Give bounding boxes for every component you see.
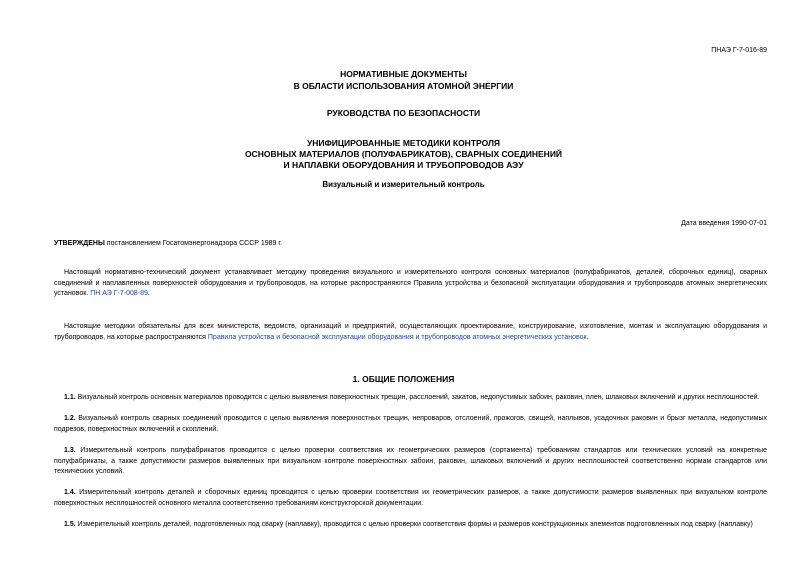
clause-number: 1.3. <box>64 447 76 454</box>
approval-text: постановлением Госатомэнергонадзора СССР 1989 г. <box>104 240 283 247</box>
clause-text: Визуальный контроль сварных соединений проводится с целью выявления поверхностных трещин, непроваров, отслоений, прожогов, свищей, наплывов, усадочных раковин и брызг металла, недопустимых подрезов, поверхностных включений и скоплений. <box>54 415 767 433</box>
approval-note <box>54 240 282 247</box>
section-heading: 1. ОБЩИЕ ПОЛОЖЕНИЯ <box>352 374 455 384</box>
clause-text: Измерительный контроль полуфабрикатов проводится с целью проверки соответствия их геометрических размеров (сортамента) требованиям стандартов или технических условий на конкретные полуфабрикаты, а также допустимости размеров выявленных при визуальном контроле поверхностных забоин, раковин, шлаковых включений и других несплошностей соответственно нормам стандартов или технических условий. <box>54 447 767 475</box>
document-subtitle: Визуальный и измерительный контроль <box>322 180 485 189</box>
intro-text: Настоящий нормативно-технический документ устанавливает методику проведения визуального и измерительного контроля основных материалов (полуфабрикатов, деталей, сборочных единиц), сварных соединений и наплавленных поверхностей оборудования и трубопроводов, на которые распространяются Правила устройства и безопасной эксплуатации оборудования и трубопроводов атомных энергетических установок. <box>54 269 767 297</box>
intro-paragraph-1: Настоящий нормативно-технический документ устанавливает методику проведения визуального и измерительного контроля основных материалов (полуфабрикатов, деталей, сборочных единиц), сварных соединений и наплавленных поверхностей оборудования и трубопроводов, на которые распространяются Правила устройства и безопасной эксплуатации оборудования и трубопроводов атомных энергетических установок. ПН АЭ Г-7-008-89. <box>54 269 767 297</box>
clause-number: 1.1. <box>64 394 76 401</box>
document-code: ПНАЭ Г-7-016-89 <box>711 47 767 54</box>
header-line: НОРМАТИВНЫЕ ДОКУМЕНТЫ <box>340 69 467 79</box>
clause-number: 1.2. <box>64 415 76 422</box>
title-line: И НАПЛАВКИ ОБОРУДОВАНИЯ И ТРУБОПРОВОДОВ АЭУ <box>283 160 524 170</box>
clause <box>54 446 767 478</box>
intro-paragraph-2: Настоящие методики обязательны для всех министерств, ведомств, организаций и предприятий, осуществляющих проектирование, конструирование, изготовление, монтаж и эксплуатацию оборудования и трубопроводов, на которые распространяются Правила устройства и безопасной эксплуатации оборудования и трубопроводов атомных энергетических установок. <box>54 323 767 341</box>
header-line: В ОБЛАСТИ ИСПОЛЬЗОВАНИЯ АТОМНОЙ ЭНЕРГИИ <box>293 81 514 91</box>
document-title <box>0 138 807 171</box>
clause-text: Визуальный контроль основных материалов проводится с целью выявления поверхностных трещин, расслоений, закатов, недопустимых забоин, раковин, плен, шлаковых включений и других несплошностей. <box>75 394 760 401</box>
clause-number: 1.5. <box>64 521 76 528</box>
title-line: УНИФИЦИРОВАННЫЕ МЕТОДИКИ КОНТРОЛЯ <box>306 138 501 148</box>
clause-number: 1.4. <box>64 489 76 496</box>
rules-link[interactable]: Правила устройства и безопасной эксплуатации оборудования и трубопроводов атомных энергетических установок <box>207 333 587 341</box>
approval-label: УТВЕРЖДЕНЫ <box>54 240 105 247</box>
date-introduced: Дата введения 1990-07-01 <box>681 220 767 227</box>
clause <box>54 520 767 531</box>
title-line: ОСНОВНЫХ МАТЕРИАЛОВ (ПОЛУФАБРИКАТОВ), СВАРНЫХ СОЕДИНЕНИЙ <box>244 149 563 159</box>
clause-text: Измерительный контроль деталей и сборочных единиц проводится с целью проверки соответствия их геометрических размеров, а также допустимости размеров выявленных при визуальном контроле поверхностных несплошностей основного металла соответственно требованиям конструкторской документации. <box>54 489 767 507</box>
header-category: РУКОВОДСТВА ПО БЕЗОПАСНОСТИ <box>326 108 481 118</box>
clause <box>54 393 767 404</box>
intro-text: Настоящие методики обязательны для всех министерств, ведомств, организаций и предприятий, осуществляющих проектирование, конструирование, изготовление, монтаж и эксплуатацию оборудования и трубопроводов, на которые распространяются <box>54 323 767 341</box>
clause <box>54 414 767 435</box>
clause <box>54 488 767 509</box>
header-series <box>0 68 807 92</box>
norms-link[interactable]: ПН АЭ Г-7-008-89 <box>90 290 148 297</box>
clause-text: Измерительный контроль деталей, подготовленных под сварку (наплавку), проводится с целью проверки соответствия формы и размеров конструкционных элементов подготовленных под сварку (наплавку) <box>75 521 753 528</box>
